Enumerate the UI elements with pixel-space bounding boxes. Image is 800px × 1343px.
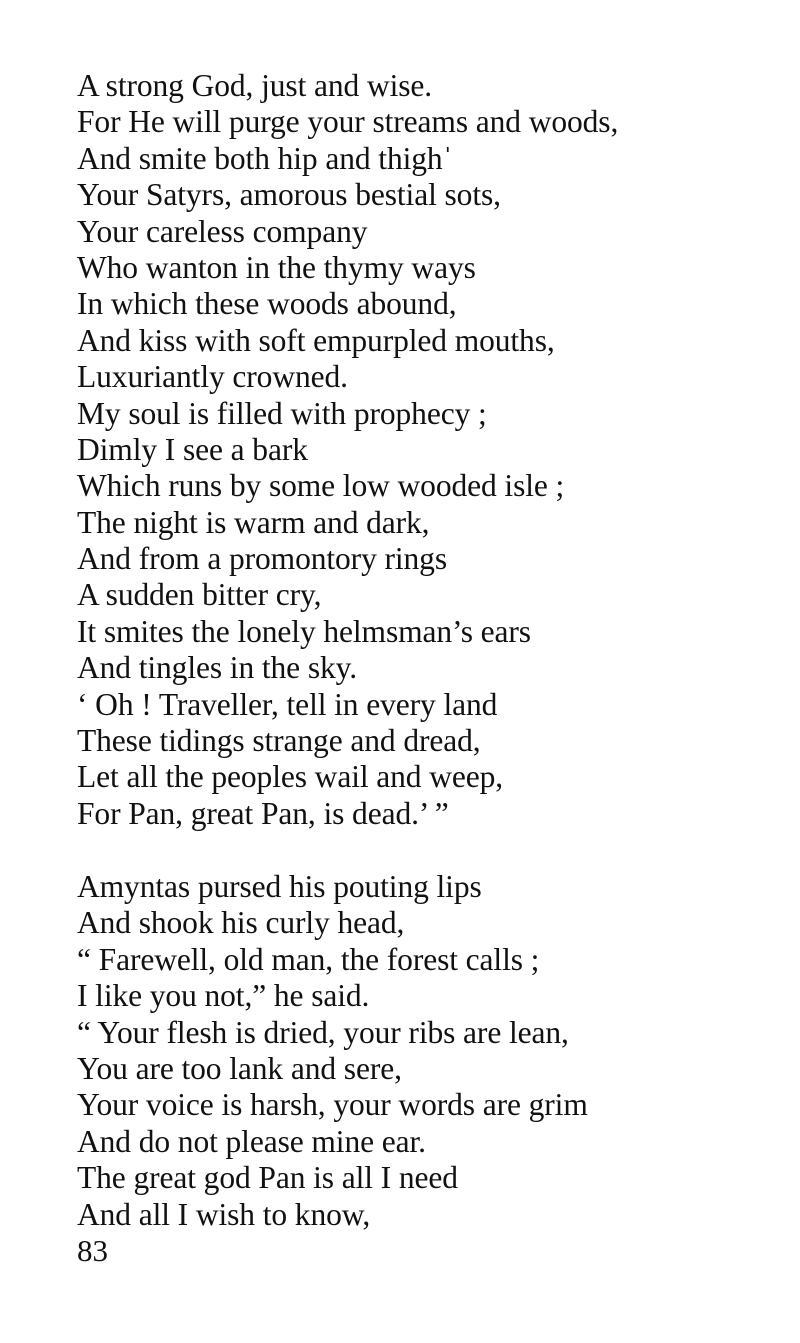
verse-line: For Pan, great Pan, is dead.’ ” <box>77 795 449 831</box>
verse-line: And all I wish to know, <box>77 1196 371 1232</box>
verse-line: Dimly I see a bark <box>77 431 308 467</box>
verse-line: A strong God, just and wise. <box>77 68 433 103</box>
verse-line: Amyntas pursed his pouting lips <box>77 869 482 904</box>
verse-line: It smites the lonely helmsman’s ears <box>77 613 531 649</box>
verse-line: A sudden bitter cry, <box>77 577 322 613</box>
verse-line: In which these woods abound, <box>77 286 457 322</box>
verse-line: Your careless company <box>77 213 368 249</box>
verse-line: Who wanton in the thymy ways <box>77 249 476 285</box>
verse-line: Which runs by some low wooded isle ; <box>77 468 565 504</box>
verse-line: The night is warm and dark, <box>77 504 430 540</box>
verse-line: And do not please mine ear. <box>77 1123 426 1159</box>
verse-line: And kiss with soft empurpled mouths, <box>77 322 555 358</box>
verse-line: My soul is filled with prophecy ; <box>77 395 487 431</box>
verse-line: I like you not,” he said. <box>77 978 370 1014</box>
verse-line: And shook his curly head, <box>77 905 405 941</box>
verse-line: These tidings strange and dread, <box>77 723 481 759</box>
verse-line: Your Satyrs, amorous bestial sots, <box>77 177 501 213</box>
verse-line: The great god Pan is all I need <box>77 1160 458 1196</box>
verse-line: And smite both hip and thighˈ <box>77 140 453 176</box>
page-number: 83 <box>77 1233 108 1268</box>
verse-line: And from a promontory rings <box>77 541 447 577</box>
verse-line: Luxuriantly crowned. <box>77 359 348 395</box>
verse-line: “ Your flesh is dried, your ribs are lean, <box>77 1014 569 1050</box>
verse-line: Let all the peoples wail and weep, <box>77 759 504 795</box>
verse-line: You are too lank and sere, <box>77 1050 402 1086</box>
stanza-2 <box>77 869 777 1233</box>
verse-line: And tingles in the sky. <box>77 650 358 686</box>
stanza-1 <box>77 68 777 832</box>
verse-line: “ Farewell, old man, the forest calls ; <box>77 941 540 977</box>
verse-line: ‘ Oh ! Traveller, tell in every land <box>77 686 498 722</box>
verse-line: For He will purge your streams and woods, <box>77 104 619 140</box>
verse-line: Your voice is harsh, your words are grim <box>77 1087 588 1123</box>
